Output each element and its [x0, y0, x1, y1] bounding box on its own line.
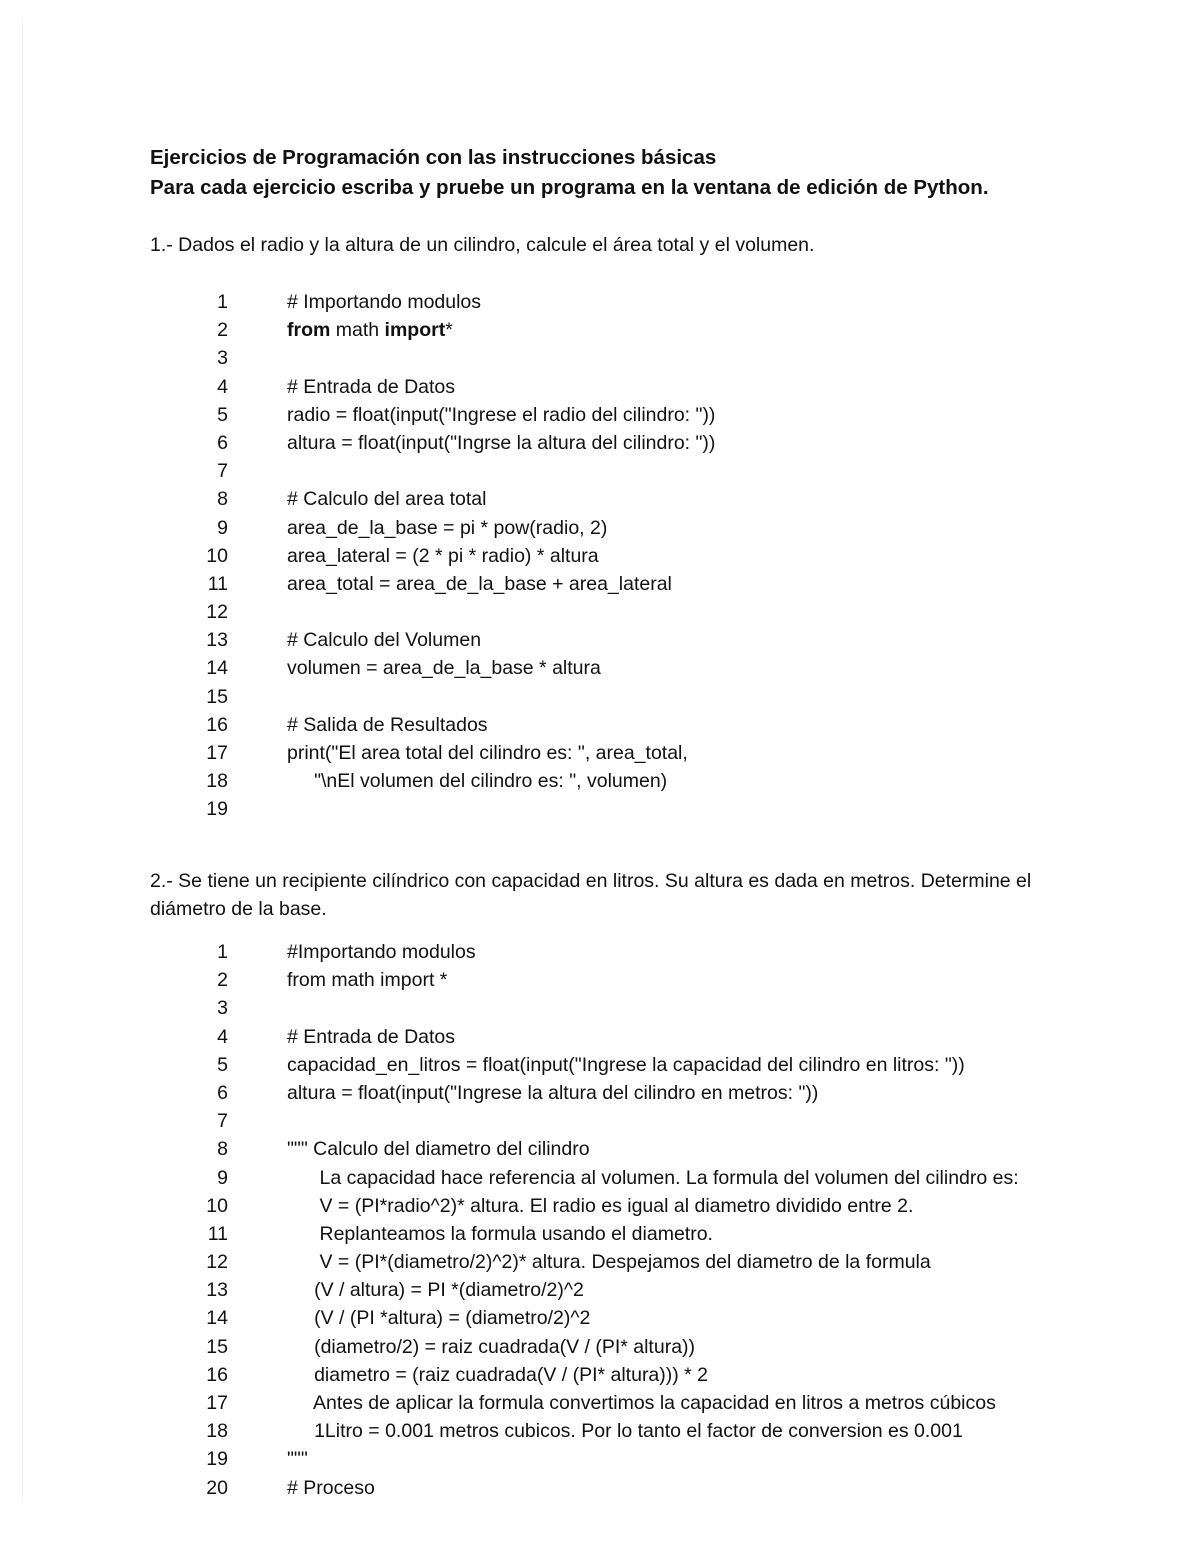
line-number: 7: [217, 460, 228, 483]
code-text: V = (PI*radio^2)* altura. El radio es igual al diametro dividido entre 2.: [287, 1194, 914, 1217]
line-number: 11: [207, 572, 228, 595]
line-number: 19: [206, 798, 228, 821]
line-number: 15: [206, 1335, 228, 1358]
code-text: area_total = area_de_la_base + area_lateral: [287, 572, 672, 595]
code-text: #Importando modulos: [287, 941, 476, 963]
line-number: 11: [207, 1222, 228, 1245]
line-number: 12: [206, 601, 228, 624]
line-number: 12: [206, 1251, 228, 1274]
code-text: # Importando modulos: [287, 291, 482, 313]
code-text: (V / (PI *altura) = (diametro/2)^2: [287, 1307, 591, 1330]
code-keyword: import: [384, 319, 446, 342]
line-number: 16: [206, 713, 228, 736]
code-text: diametro = (raiz cuadrada(V / (PI* altura))) * 2: [287, 1363, 709, 1386]
line-number: 15: [206, 685, 228, 708]
code-line: [0, 626, 1200, 654]
code-line: [0, 1051, 1200, 1079]
line-number: 9: [217, 1166, 228, 1189]
code-text: altura = float(input("Ingrese la altura del cilindro en metros: ")): [287, 1081, 819, 1104]
code-text: "\nEl volumen del cilindro es: ", volumen): [287, 770, 668, 793]
code-text: # Entrada de Datos: [287, 375, 456, 398]
code-line: [0, 373, 1200, 401]
line-number: 8: [217, 1138, 228, 1161]
code-line: [0, 1333, 1200, 1361]
document-heading: [150, 143, 1150, 203]
line-number: 10: [206, 544, 228, 567]
code-text: La capacidad hace referencia al volumen. La formula del volumen del cilindro es:: [287, 1166, 1019, 1189]
line-number: 5: [217, 1053, 228, 1076]
code-line: [0, 1304, 1200, 1332]
code-line: [0, 514, 1200, 542]
code-line: [0, 966, 1200, 994]
code-line: [0, 1445, 1200, 1473]
code-line: [0, 485, 1200, 513]
line-number: 14: [206, 657, 228, 680]
line-number: 2: [217, 969, 228, 992]
code-line: [0, 1220, 1200, 1248]
code-text: print("El area total del cilindro es: ", area_total,: [287, 742, 688, 764]
code-text: from math import *: [287, 969, 448, 992]
code-fragment: math: [330, 319, 385, 342]
code-line: [0, 994, 1200, 1022]
line-number: 18: [206, 1420, 228, 1443]
code-line: [0, 1389, 1200, 1417]
code-line: [0, 938, 1200, 966]
code-text: V = (PI*(diametro/2)^2)* altura. Despejamos del diametro de la formula: [287, 1251, 931, 1274]
line-number: 1: [217, 941, 228, 963]
exercise-2-code-listing: [0, 938, 1200, 1502]
code-text: """ Calculo del diametro del cilindro: [287, 1138, 590, 1161]
code-line: [0, 683, 1200, 711]
line-number: 1: [217, 291, 228, 313]
code-text: area_lateral = (2 * pi * radio) * altura: [287, 544, 599, 567]
line-number: 3: [217, 997, 228, 1020]
code-line: [0, 1417, 1200, 1445]
code-line: [0, 1023, 1200, 1051]
line-number: 10: [206, 1194, 228, 1217]
code-line: [0, 1135, 1200, 1163]
code-line: [0, 795, 1200, 823]
code-text: radio = float(input("Ingrese el radio del cilindro: ")): [287, 403, 716, 426]
code-line: [0, 1107, 1200, 1135]
code-line: [0, 429, 1200, 457]
code-text: capacidad_en_litros = float(input("Ingrese la capacidad del cilindro en litros: ")): [287, 1053, 965, 1076]
line-number: 4: [217, 1025, 228, 1048]
line-number: 2: [217, 319, 228, 342]
code-line: [0, 288, 1200, 316]
line-number: 18: [206, 770, 228, 793]
code-line: [0, 1164, 1200, 1192]
line-number: 4: [217, 375, 228, 398]
code-line: [0, 1079, 1200, 1107]
code-line: [0, 316, 1200, 344]
code-text: altura = float(input("Ingrse la altura del cilindro: ")): [287, 431, 716, 454]
code-text: # Proceso: [287, 1476, 375, 1499]
line-number: 13: [206, 1279, 228, 1302]
code-line: [0, 344, 1200, 372]
code-text: Antes de aplicar la formula convertimos la capacidad en litros a metros cúbicos: [287, 1392, 996, 1414]
line-number: 19: [206, 1448, 228, 1471]
code-line: [0, 457, 1200, 485]
line-number: 3: [217, 347, 228, 370]
code-text: 1Litro = 0.001 metros cubicos. Por lo tanto el factor de conversion es 0.001: [287, 1420, 963, 1443]
code-line: [0, 542, 1200, 570]
code-text: [287, 316, 453, 344]
code-fragment: *: [445, 319, 453, 342]
code-text: # Calculo del area total: [287, 488, 487, 511]
line-number: 17: [206, 742, 228, 764]
code-text: area_de_la_base = pi * pow(radio, 2): [287, 516, 608, 539]
line-number: 14: [206, 1307, 228, 1330]
line-number: 20: [206, 1476, 228, 1499]
code-text: (V / altura) = PI *(diametro/2)^2: [287, 1279, 584, 1302]
line-number: 7: [217, 1110, 228, 1133]
code-text: """: [287, 1448, 308, 1471]
code-text: # Salida de Resultados: [287, 713, 488, 736]
code-line: [0, 570, 1200, 598]
line-number: 9: [217, 516, 228, 539]
code-text: volumen = area_de_la_base * altura: [287, 657, 601, 680]
code-line: [0, 1474, 1200, 1502]
code-line: [0, 1192, 1200, 1220]
code-line: [0, 739, 1200, 767]
line-number: 6: [217, 431, 228, 454]
code-text: Replanteamos la formula usando el diametro.: [287, 1222, 713, 1245]
code-text: (diametro/2) = raiz cuadrada(V / (PI* altura)): [287, 1335, 696, 1358]
line-number: 16: [206, 1363, 228, 1386]
document-title: Ejercicios de Programación con las instrucciones básicas: [150, 146, 717, 169]
code-keyword: from: [287, 319, 331, 342]
code-text: # Calculo del Volumen: [287, 629, 482, 652]
line-number: 13: [206, 629, 228, 652]
code-line: [0, 598, 1200, 626]
code-line: [0, 711, 1200, 739]
code-line: [0, 401, 1200, 429]
exercise-1-prompt: 1.- Dados el radio y la altura de un cilindro, calcule el área total y el volumen.: [150, 234, 815, 256]
line-number: 17: [206, 1392, 228, 1414]
code-line: [0, 767, 1200, 795]
code-line: [0, 1361, 1200, 1389]
code-line: [0, 1248, 1200, 1276]
line-number: 5: [217, 403, 228, 426]
line-number: 8: [217, 488, 228, 511]
exercise-1-code-listing: [0, 288, 1200, 824]
code-line: [0, 1276, 1200, 1304]
code-line: [0, 654, 1200, 682]
document-subtitle: Para cada ejercicio escriba y pruebe un programa en la ventana de edición de Python.: [150, 176, 989, 199]
exercise-2-prompt: 2.- Se tiene un recipiente cilíndrico con capacidad en litros. Su altura es dada en metros. Determine el diámetro de la base.: [150, 870, 1032, 920]
line-number: 6: [217, 1081, 228, 1104]
code-text: # Entrada de Datos: [287, 1025, 456, 1048]
